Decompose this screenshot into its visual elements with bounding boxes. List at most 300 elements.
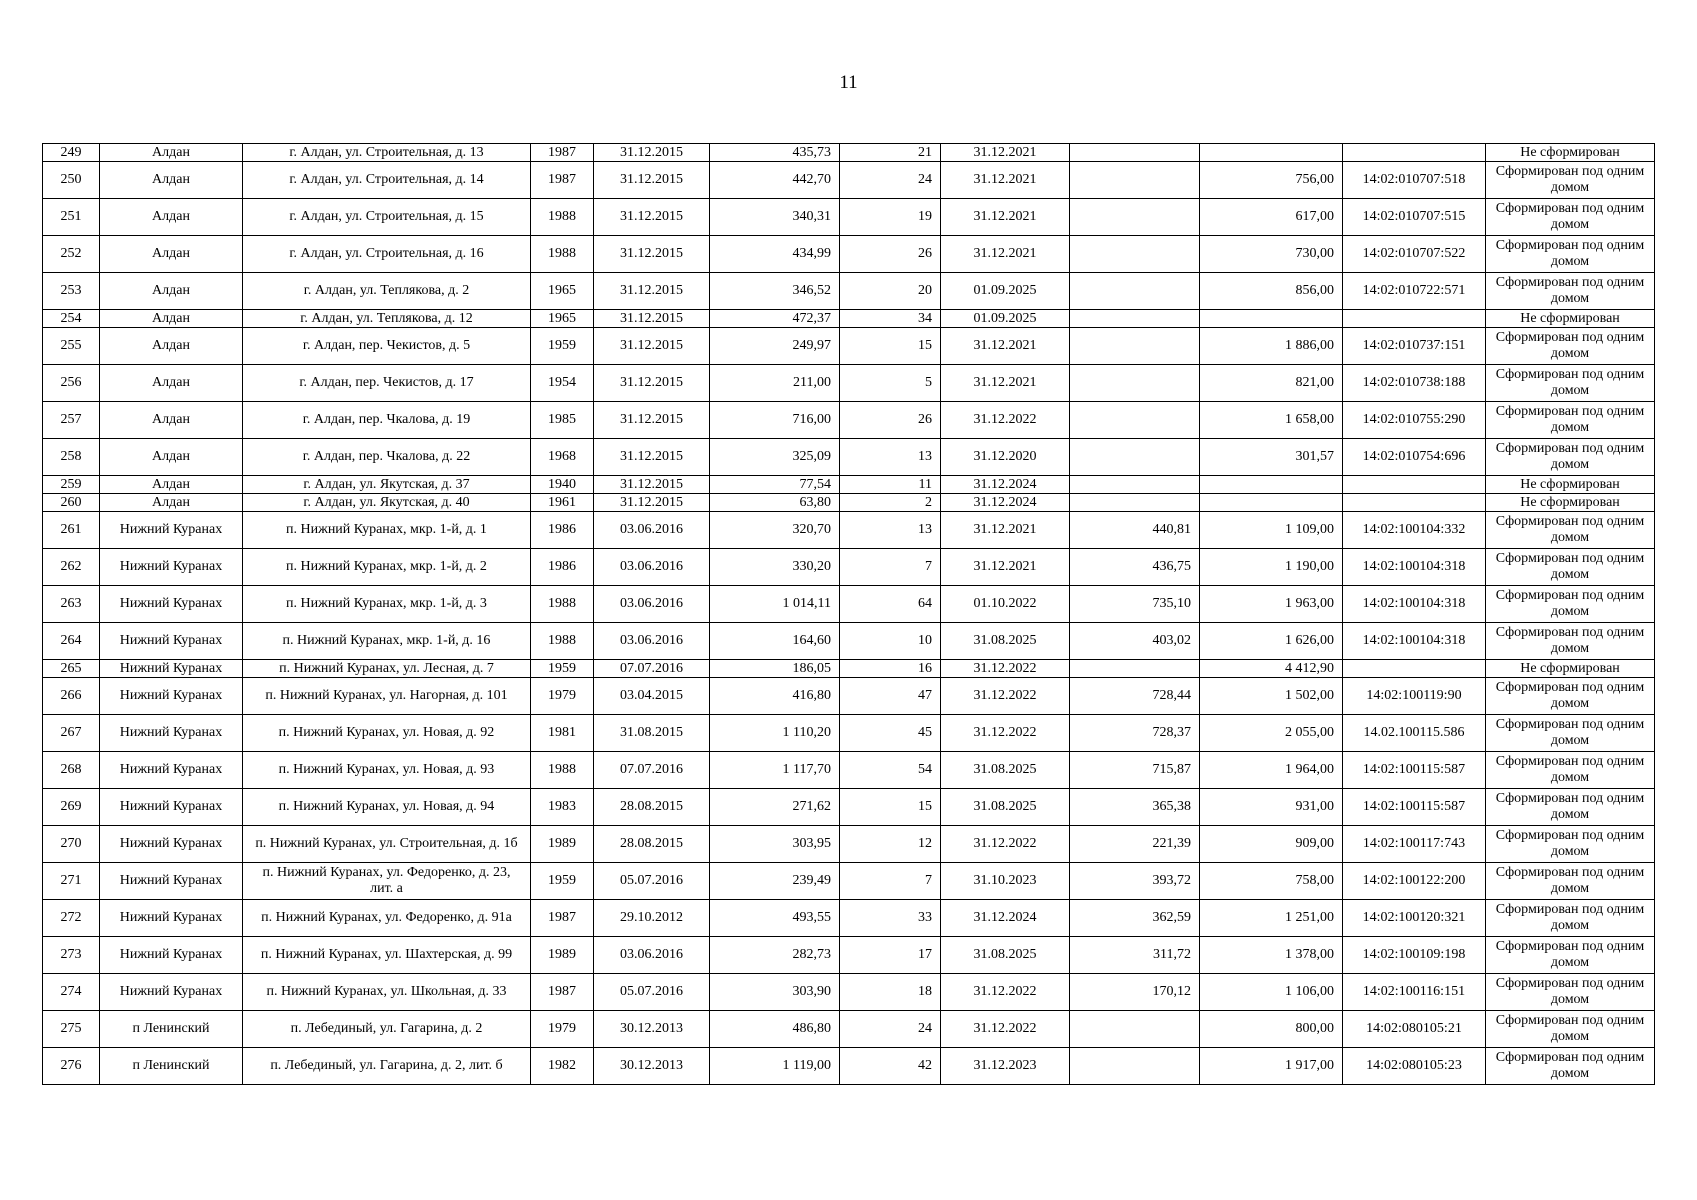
settlement-cell: Нижний Куранах [100,660,243,678]
build-year-cell: 1979 [531,678,594,715]
land-status-cell: Сформирован под одним домом [1486,937,1655,974]
resettlement-date-cell: 31.12.2021 [941,199,1070,236]
table-row [43,826,1655,863]
cadastral-number-cell: 14:02:010754:696 [1343,439,1486,476]
inclusion-date-cell: 07.07.2016 [594,752,710,789]
table-row [43,1011,1655,1048]
cadastral-number-cell: 14:02:080105:21 [1343,1011,1486,1048]
resettlement-date-cell: 31.12.2022 [941,715,1070,752]
table-row [43,365,1655,402]
settlement-cell: Нижний Куранах [100,549,243,586]
build-year-cell: 1954 [531,365,594,402]
area-cell: 434,99 [710,236,840,273]
plot-area-cell: 1 251,00 [1200,900,1343,937]
cadastral-number-cell: 14:02:100120:321 [1343,900,1486,937]
housing-registry-table [42,143,1655,1085]
inclusion-date-cell: 31.12.2015 [594,494,710,512]
residents-cell: 10 [840,623,941,660]
inclusion-date-cell: 31.12.2015 [594,236,710,273]
residents-cell: 7 [840,863,941,900]
address-cell: г. Алдан, пер. Чкалова, д. 22 [243,439,531,476]
residents-cell: 42 [840,1048,941,1085]
residents-cell: 13 [840,439,941,476]
build-year-cell: 1987 [531,900,594,937]
residents-cell: 17 [840,937,941,974]
plot-area-cell: 821,00 [1200,365,1343,402]
area-cell: 1 014,11 [710,586,840,623]
table-row [43,199,1655,236]
row-number-cell: 276 [43,1048,100,1085]
inclusion-date-cell: 31.12.2015 [594,162,710,199]
build-year-cell: 1983 [531,789,594,826]
residents-cell: 34 [840,310,941,328]
plot-area-cell: 301,57 [1200,439,1343,476]
plot-area-cell: 1 886,00 [1200,328,1343,365]
land-area-cell [1070,1011,1200,1048]
land-status-cell: Сформирован под одним домом [1486,586,1655,623]
land-area-cell [1070,365,1200,402]
resettlement-date-cell: 31.12.2021 [941,328,1070,365]
area-cell: 186,05 [710,660,840,678]
row-number-cell: 257 [43,402,100,439]
plot-area-cell: 1 378,00 [1200,937,1343,974]
table-row [43,162,1655,199]
table-row [43,402,1655,439]
table-row [43,900,1655,937]
inclusion-date-cell: 07.07.2016 [594,660,710,678]
area-cell: 435,73 [710,144,840,162]
plot-area-cell: 1 502,00 [1200,678,1343,715]
row-number-cell: 269 [43,789,100,826]
address-cell: п. Нижний Куранах, ул. Федоренко, д. 23, лит. а [243,863,531,900]
address-cell: г. Алдан, ул. Строительная, д. 16 [243,236,531,273]
plot-area-cell [1200,144,1343,162]
settlement-cell: Алдан [100,494,243,512]
inclusion-date-cell: 05.07.2016 [594,863,710,900]
settlement-cell: Алдан [100,439,243,476]
address-cell: г. Алдан, пер. Чекистов, д. 17 [243,365,531,402]
table-row [43,863,1655,900]
plot-area-cell: 4 412,90 [1200,660,1343,678]
residents-cell: 47 [840,678,941,715]
row-number-cell: 270 [43,826,100,863]
address-cell: п. Нижний Куранах, мкр. 1-й, д. 2 [243,549,531,586]
settlement-cell: Алдан [100,199,243,236]
table-row [43,476,1655,494]
settlement-cell: Нижний Куранах [100,586,243,623]
inclusion-date-cell: 31.12.2015 [594,273,710,310]
resettlement-date-cell: 31.12.2023 [941,1048,1070,1085]
area-cell: 1 117,70 [710,752,840,789]
build-year-cell: 1982 [531,1048,594,1085]
area-cell: 493,55 [710,900,840,937]
resettlement-date-cell: 31.12.2022 [941,678,1070,715]
land-status-cell: Сформирован под одним домом [1486,439,1655,476]
area-cell: 249,97 [710,328,840,365]
land-area-cell: 440,81 [1070,512,1200,549]
plot-area-cell [1200,310,1343,328]
cadastral-number-cell: 14:02:100115:587 [1343,789,1486,826]
land-area-cell [1070,236,1200,273]
build-year-cell: 1989 [531,826,594,863]
resettlement-date-cell: 31.12.2021 [941,549,1070,586]
address-cell: г. Алдан, пер. Чкалова, д. 19 [243,402,531,439]
area-cell: 211,00 [710,365,840,402]
address-cell: п. Нижний Куранах, ул. Новая, д. 93 [243,752,531,789]
land-status-cell: Не сформирован [1486,476,1655,494]
plot-area-cell: 617,00 [1200,199,1343,236]
build-year-cell: 1987 [531,144,594,162]
resettlement-date-cell: 31.12.2021 [941,365,1070,402]
resettlement-date-cell: 31.10.2023 [941,863,1070,900]
area-cell: 1 110,20 [710,715,840,752]
address-cell: г. Алдан, ул. Строительная, д. 14 [243,162,531,199]
inclusion-date-cell: 05.07.2016 [594,974,710,1011]
cadastral-number-cell [1343,660,1486,678]
land-status-cell: Сформирован под одним домом [1486,402,1655,439]
address-cell: п. Лебединый, ул. Гагарина, д. 2 [243,1011,531,1048]
settlement-cell: Нижний Куранах [100,900,243,937]
cadastral-number-cell: 14:02:100109:198 [1343,937,1486,974]
resettlement-date-cell: 01.10.2022 [941,586,1070,623]
inclusion-date-cell: 03.06.2016 [594,549,710,586]
area-cell: 340,31 [710,199,840,236]
land-area-cell: 170,12 [1070,974,1200,1011]
land-area-cell [1070,476,1200,494]
row-number-cell: 251 [43,199,100,236]
inclusion-date-cell: 03.06.2016 [594,586,710,623]
land-status-cell: Сформирован под одним домом [1486,900,1655,937]
row-number-cell: 255 [43,328,100,365]
land-area-cell: 221,39 [1070,826,1200,863]
land-status-cell: Сформирован под одним домом [1486,512,1655,549]
plot-area-cell: 1 626,00 [1200,623,1343,660]
row-number-cell: 264 [43,623,100,660]
area-cell: 271,62 [710,789,840,826]
land-area-cell: 715,87 [1070,752,1200,789]
inclusion-date-cell: 31.12.2015 [594,402,710,439]
settlement-cell: Алдан [100,144,243,162]
land-area-cell [1070,199,1200,236]
land-status-cell: Сформирован под одним домом [1486,162,1655,199]
area-cell: 716,00 [710,402,840,439]
row-number-cell: 266 [43,678,100,715]
row-number-cell: 265 [43,660,100,678]
row-number-cell: 256 [43,365,100,402]
resettlement-date-cell: 31.12.2021 [941,144,1070,162]
resettlement-date-cell: 31.12.2024 [941,476,1070,494]
cadastral-number-cell [1343,310,1486,328]
settlement-cell: Нижний Куранах [100,826,243,863]
table-row [43,752,1655,789]
row-number-cell: 272 [43,900,100,937]
table-row [43,715,1655,752]
land-status-cell: Сформирован под одним домом [1486,752,1655,789]
build-year-cell: 1968 [531,439,594,476]
inclusion-date-cell: 30.12.2013 [594,1011,710,1048]
inclusion-date-cell: 31.12.2015 [594,328,710,365]
area-cell: 303,95 [710,826,840,863]
cadastral-number-cell: 14.02.100115.586 [1343,715,1486,752]
land-status-cell: Не сформирован [1486,660,1655,678]
resettlement-date-cell: 31.12.2022 [941,660,1070,678]
area-cell: 442,70 [710,162,840,199]
row-number-cell: 263 [43,586,100,623]
cadastral-number-cell: 14:02:100104:318 [1343,623,1486,660]
inclusion-date-cell: 03.06.2016 [594,623,710,660]
inclusion-date-cell: 31.08.2015 [594,715,710,752]
settlement-cell: Нижний Куранах [100,974,243,1011]
plot-area-cell: 1 917,00 [1200,1048,1343,1085]
build-year-cell: 1959 [531,863,594,900]
plot-area-cell: 756,00 [1200,162,1343,199]
table-row [43,549,1655,586]
land-status-cell: Не сформирован [1486,310,1655,328]
build-year-cell: 1985 [531,402,594,439]
settlement-cell: Нижний Куранах [100,623,243,660]
address-cell: г. Алдан, ул. Якутская, д. 40 [243,494,531,512]
land-area-cell: 728,44 [1070,678,1200,715]
cadastral-number-cell [1343,476,1486,494]
row-number-cell: 258 [43,439,100,476]
inclusion-date-cell: 03.06.2016 [594,937,710,974]
plot-area-cell: 1 106,00 [1200,974,1343,1011]
table-row [43,660,1655,678]
resettlement-date-cell: 01.09.2025 [941,273,1070,310]
resettlement-date-cell: 31.12.2021 [941,236,1070,273]
cadastral-number-cell [1343,144,1486,162]
area-cell: 77,54 [710,476,840,494]
inclusion-date-cell: 31.12.2015 [594,365,710,402]
land-status-cell: Сформирован под одним домом [1486,273,1655,310]
settlement-cell: Нижний Куранах [100,715,243,752]
cadastral-number-cell: 14:02:010707:522 [1343,236,1486,273]
row-number-cell: 275 [43,1011,100,1048]
row-number-cell: 267 [43,715,100,752]
row-number-cell: 253 [43,273,100,310]
land-area-cell: 735,10 [1070,586,1200,623]
build-year-cell: 1988 [531,623,594,660]
settlement-cell: Алдан [100,476,243,494]
plot-area-cell: 909,00 [1200,826,1343,863]
land-area-cell [1070,162,1200,199]
cadastral-number-cell: 14:02:100104:332 [1343,512,1486,549]
land-area-cell: 403,02 [1070,623,1200,660]
area-cell: 320,70 [710,512,840,549]
area-cell: 330,20 [710,549,840,586]
address-cell: г. Алдан, ул. Якутская, д. 37 [243,476,531,494]
address-cell: п. Лебединый, ул. Гагарина, д. 2, лит. б [243,1048,531,1085]
settlement-cell: п Ленинский [100,1011,243,1048]
plot-area-cell: 856,00 [1200,273,1343,310]
inclusion-date-cell: 31.12.2015 [594,144,710,162]
area-cell: 486,80 [710,1011,840,1048]
residents-cell: 33 [840,900,941,937]
page-number: 11 [839,72,858,93]
row-number-cell: 261 [43,512,100,549]
land-area-cell: 728,37 [1070,715,1200,752]
inclusion-date-cell: 03.06.2016 [594,512,710,549]
build-year-cell: 1959 [531,328,594,365]
settlement-cell: Нижний Куранах [100,512,243,549]
residents-cell: 2 [840,494,941,512]
table-row [43,586,1655,623]
plot-area-cell: 758,00 [1200,863,1343,900]
residents-cell: 15 [840,789,941,826]
area-cell: 325,09 [710,439,840,476]
land-status-cell: Сформирован под одним домом [1486,623,1655,660]
cadastral-number-cell: 14:02:100119:90 [1343,678,1486,715]
cadastral-number-cell: 14:02:010707:515 [1343,199,1486,236]
plot-area-cell: 1 190,00 [1200,549,1343,586]
residents-cell: 45 [840,715,941,752]
table-row [43,144,1655,162]
row-number-cell: 250 [43,162,100,199]
cadastral-number-cell: 14:02:100104:318 [1343,549,1486,586]
table-row [43,1048,1655,1085]
build-year-cell: 1986 [531,549,594,586]
address-cell: г. Алдан, ул. Строительная, д. 13 [243,144,531,162]
inclusion-date-cell: 30.12.2013 [594,1048,710,1085]
land-status-cell: Сформирован под одним домом [1486,199,1655,236]
plot-area-cell: 2 055,00 [1200,715,1343,752]
plot-area-cell: 1 658,00 [1200,402,1343,439]
area-cell: 1 119,00 [710,1048,840,1085]
address-cell: г. Алдан, пер. Чекистов, д. 5 [243,328,531,365]
table-row [43,310,1655,328]
resettlement-date-cell: 31.08.2025 [941,752,1070,789]
cadastral-number-cell: 14:02:080105:23 [1343,1048,1486,1085]
land-area-cell [1070,273,1200,310]
inclusion-date-cell: 28.08.2015 [594,789,710,826]
table-row [43,273,1655,310]
cadastral-number-cell: 14:02:010722:571 [1343,273,1486,310]
build-year-cell: 1979 [531,1011,594,1048]
table-row [43,678,1655,715]
land-area-cell [1070,1048,1200,1085]
land-area-cell [1070,144,1200,162]
row-number-cell: 254 [43,310,100,328]
area-cell: 239,49 [710,863,840,900]
inclusion-date-cell: 29.10.2012 [594,900,710,937]
settlement-cell: Нижний Куранах [100,863,243,900]
build-year-cell: 1988 [531,236,594,273]
area-cell: 164,60 [710,623,840,660]
land-status-cell: Сформирован под одним домом [1486,1048,1655,1085]
address-cell: п. Нижний Куранах, ул. Новая, д. 94 [243,789,531,826]
inclusion-date-cell: 03.04.2015 [594,678,710,715]
land-area-cell: 436,75 [1070,549,1200,586]
residents-cell: 12 [840,826,941,863]
land-status-cell: Сформирован под одним домом [1486,1011,1655,1048]
residents-cell: 19 [840,199,941,236]
plot-area-cell: 730,00 [1200,236,1343,273]
address-cell: п. Нижний Куранах, ул. Строительная, д. 1б [243,826,531,863]
resettlement-date-cell: 31.12.2021 [941,512,1070,549]
table-row [43,974,1655,1011]
table-row [43,494,1655,512]
address-cell: г. Алдан, ул. Теплякова, д. 12 [243,310,531,328]
resettlement-date-cell: 31.08.2025 [941,937,1070,974]
plot-area-cell: 1 963,00 [1200,586,1343,623]
address-cell: п. Нижний Куранах, мкр. 1-й, д. 16 [243,623,531,660]
settlement-cell: Алдан [100,273,243,310]
residents-cell: 15 [840,328,941,365]
build-year-cell: 1981 [531,715,594,752]
settlement-cell: Нижний Куранах [100,678,243,715]
area-cell: 282,73 [710,937,840,974]
land-area-cell [1070,494,1200,512]
row-number-cell: 249 [43,144,100,162]
row-number-cell: 262 [43,549,100,586]
table-row [43,789,1655,826]
plot-area-cell: 800,00 [1200,1011,1343,1048]
land-area-cell [1070,660,1200,678]
settlement-cell: Алдан [100,328,243,365]
plot-area-cell [1200,476,1343,494]
residents-cell: 16 [840,660,941,678]
resettlement-date-cell: 31.12.2022 [941,402,1070,439]
build-year-cell: 1987 [531,974,594,1011]
settlement-cell: Алдан [100,365,243,402]
address-cell: п. Нижний Куранах, ул. Шахтерская, д. 99 [243,937,531,974]
land-status-cell: Сформирован под одним домом [1486,863,1655,900]
table-body [43,144,1655,1085]
land-area-cell [1070,310,1200,328]
resettlement-date-cell: 31.08.2025 [941,789,1070,826]
settlement-cell: Алдан [100,310,243,328]
land-area-cell [1070,402,1200,439]
land-status-cell: Сформирован под одним домом [1486,678,1655,715]
settlement-cell: Алдан [100,162,243,199]
address-cell: п. Нижний Куранах, ул. Школьная, д. 33 [243,974,531,1011]
residents-cell: 18 [840,974,941,1011]
row-number-cell: 274 [43,974,100,1011]
area-cell: 303,90 [710,974,840,1011]
land-area-cell: 365,38 [1070,789,1200,826]
row-number-cell: 252 [43,236,100,273]
area-cell: 416,80 [710,678,840,715]
resettlement-date-cell: 31.08.2025 [941,623,1070,660]
build-year-cell: 1940 [531,476,594,494]
table-row [43,328,1655,365]
land-status-cell: Сформирован под одним домом [1486,789,1655,826]
cadastral-number-cell: 14:02:100115:587 [1343,752,1486,789]
settlement-cell: Алдан [100,236,243,273]
residents-cell: 26 [840,402,941,439]
address-cell: п. Нижний Куранах, мкр. 1-й, д. 1 [243,512,531,549]
build-year-cell: 1961 [531,494,594,512]
settlement-cell: п Ленинский [100,1048,243,1085]
row-number-cell: 273 [43,937,100,974]
land-area-cell [1070,328,1200,365]
row-number-cell: 268 [43,752,100,789]
table-row [43,937,1655,974]
resettlement-date-cell: 31.12.2021 [941,162,1070,199]
land-area-cell: 311,72 [1070,937,1200,974]
build-year-cell: 1959 [531,660,594,678]
address-cell: п. Нижний Куранах, ул. Лесная, д. 7 [243,660,531,678]
build-year-cell: 1988 [531,586,594,623]
settlement-cell: Нижний Куранах [100,789,243,826]
residents-cell: 11 [840,476,941,494]
plot-area-cell: 1 109,00 [1200,512,1343,549]
settlement-cell: Нижний Куранах [100,937,243,974]
residents-cell: 21 [840,144,941,162]
resettlement-date-cell: 31.12.2020 [941,439,1070,476]
residents-cell: 26 [840,236,941,273]
residents-cell: 5 [840,365,941,402]
